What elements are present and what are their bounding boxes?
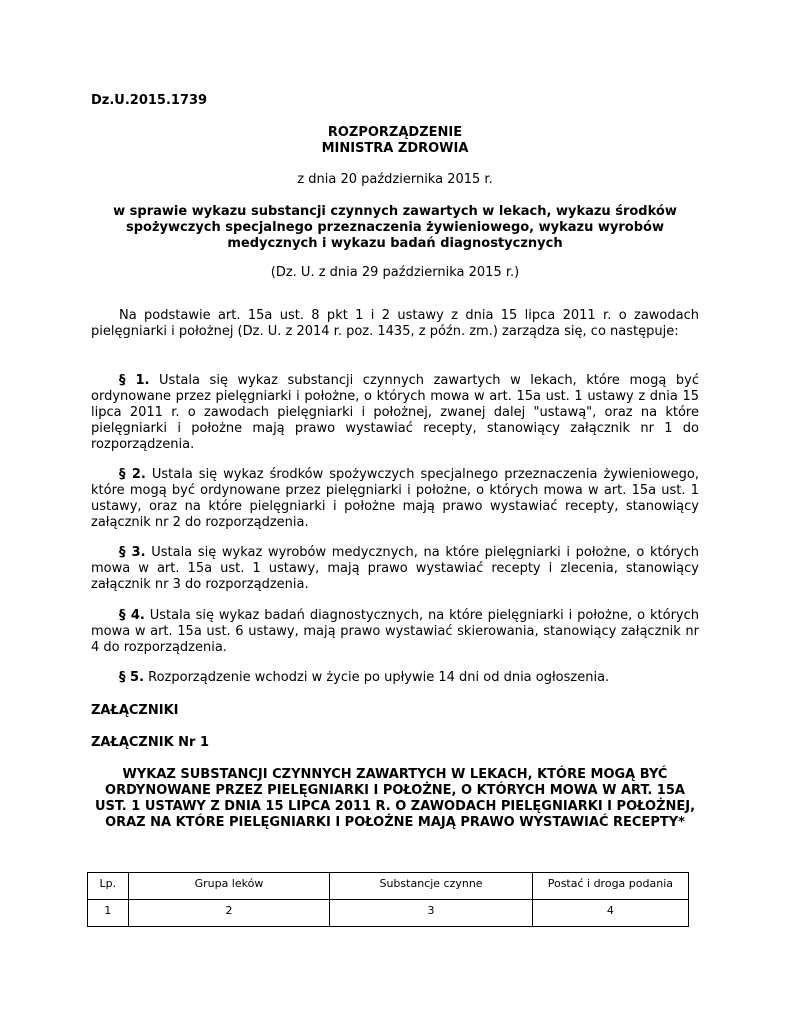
- section-5: [91, 670, 699, 686]
- table-cell: 2: [128, 900, 330, 927]
- header-cell-lp: Lp.: [88, 873, 129, 900]
- section-4: [91, 608, 699, 656]
- section-2-text: Ustala się wykaz środków spożywczych specjalnego przeznaczenia żywieniowego, które mogą być ordynowane przez pielęgniarki i położne, o których mowa w art. 15a ust. 1 ustawy, oraz na które pielęgniarki i położne mają prawo wystawiać recepty, stanowiący załącznik nr 2 do rozporządzenia.: [91, 467, 699, 530]
- section-4-text: Ustala się wykaz badań diagnostycznych, na które pielęgniarki i położne, o których mowa w art. 15a ust. 6 ustawy, mają prawo wystawiać skierowania, stanowiący załącznik nr 4 do rozporządzenia.: [91, 608, 699, 655]
- publication-info: (Dz. U. z dnia 29 października 2015 r.): [270, 265, 520, 280]
- table-header-row: [88, 873, 689, 900]
- preamble: Na podstawie art. 15a ust. 8 pkt 1 i 2 ustawy z dnia 15 lipca 2011 r. o zawodach pielęgniarki i położnej (Dz. U. z 2014 r. poz. 1435, z późn. zm.) zarządza się, co następuje:: [91, 308, 699, 339]
- table-cell: 3: [330, 900, 532, 927]
- table-cell: 4: [532, 900, 688, 927]
- title-line-2: MINISTRA ZDROWIA: [321, 141, 469, 156]
- section-1-number: § 1.: [119, 373, 150, 388]
- section-1-text: Ustala się wykaz substancji czynnych zawartych w lekach, które mogą być ordynowane przez pielęgniarki i położne, o których mowa w art. 15a ust. 1 ustawy z dnia 15 lipca 2011 r. o zawodach pielęgniarki i położnej, zwanej dalej "ustawą", oraz na które pielęgniarki i położne mają prawo wystawiać recepty, stanowiący załącznik nr 1 do rozporządzenia.: [91, 373, 699, 452]
- section-5-text: Rozporządzenie wchodzi w życie po upływie 14 dni od dnia ogłoszenia.: [148, 670, 610, 685]
- document-id: Dz.U.2015.1739: [91, 93, 208, 108]
- regulation-date: z dnia 20 października 2015 r.: [297, 172, 493, 187]
- section-4-number: § 4.: [119, 608, 145, 623]
- section-3-number: § 3.: [119, 545, 146, 560]
- header-cell-drug-group: Grupa leków: [128, 873, 330, 900]
- regulation-subject: w sprawie wykazu substancji czynnych zawartych w lekach, wykazu środków spożywczych specjalnego przeznaczenia żywieniowego, wykazu wyrobów medycznych i wykazu badań diagnostycznych: [113, 204, 677, 251]
- header-cell-form-route: Postać i droga podania: [532, 873, 688, 900]
- section-5-number: § 5.: [119, 670, 145, 685]
- section-3: [91, 545, 699, 593]
- title-line-1: ROZPORZĄDZENIE: [327, 125, 463, 140]
- header-cell-active-substances: Substancje czynne: [330, 873, 532, 900]
- section-2: [91, 467, 699, 531]
- annex-1-table: [87, 872, 689, 927]
- section-3-text: Ustala się wykaz wyrobów medycznych, na które pielęgniarki i położne, o których mowa w art. 15a ust. 1 ustawy, mają prawo wystawiać recepty i zlecenia, stanowiący załącznik nr 3 do rozporządzenia.: [91, 545, 699, 592]
- annex-1-title: WYKAZ SUBSTANCJI CZYNNYCH ZAWARTYCH W LEKACH, KTÓRE MOGĄ BYĆ ORDYNOWANE PRZEZ PIELĘGNIARKI I POŁOŻNE, O KTÓRYCH MOWA W ART. 15A UST. 1 USTAWY Z DNIA 15 LIPCA 2011 R. O ZAWODACH PIELĘGNIARKI I POŁOŻNEJ, ORAZ NA KTÓRE PIELĘGNIARKI I POŁOŻNE MAJĄ PRAWO WYSTAWIAĆ RECEPTY*: [94, 767, 696, 830]
- section-1: [91, 373, 699, 453]
- section-2-number: § 2.: [119, 467, 146, 482]
- regulation-title: [91, 125, 699, 157]
- annex-1-heading: ZAŁĄCZNIK Nr 1: [91, 735, 210, 750]
- table-cell: 1: [88, 900, 129, 927]
- table-row: [88, 900, 689, 927]
- annexes-heading: ZAŁĄCZNIKI: [91, 703, 179, 718]
